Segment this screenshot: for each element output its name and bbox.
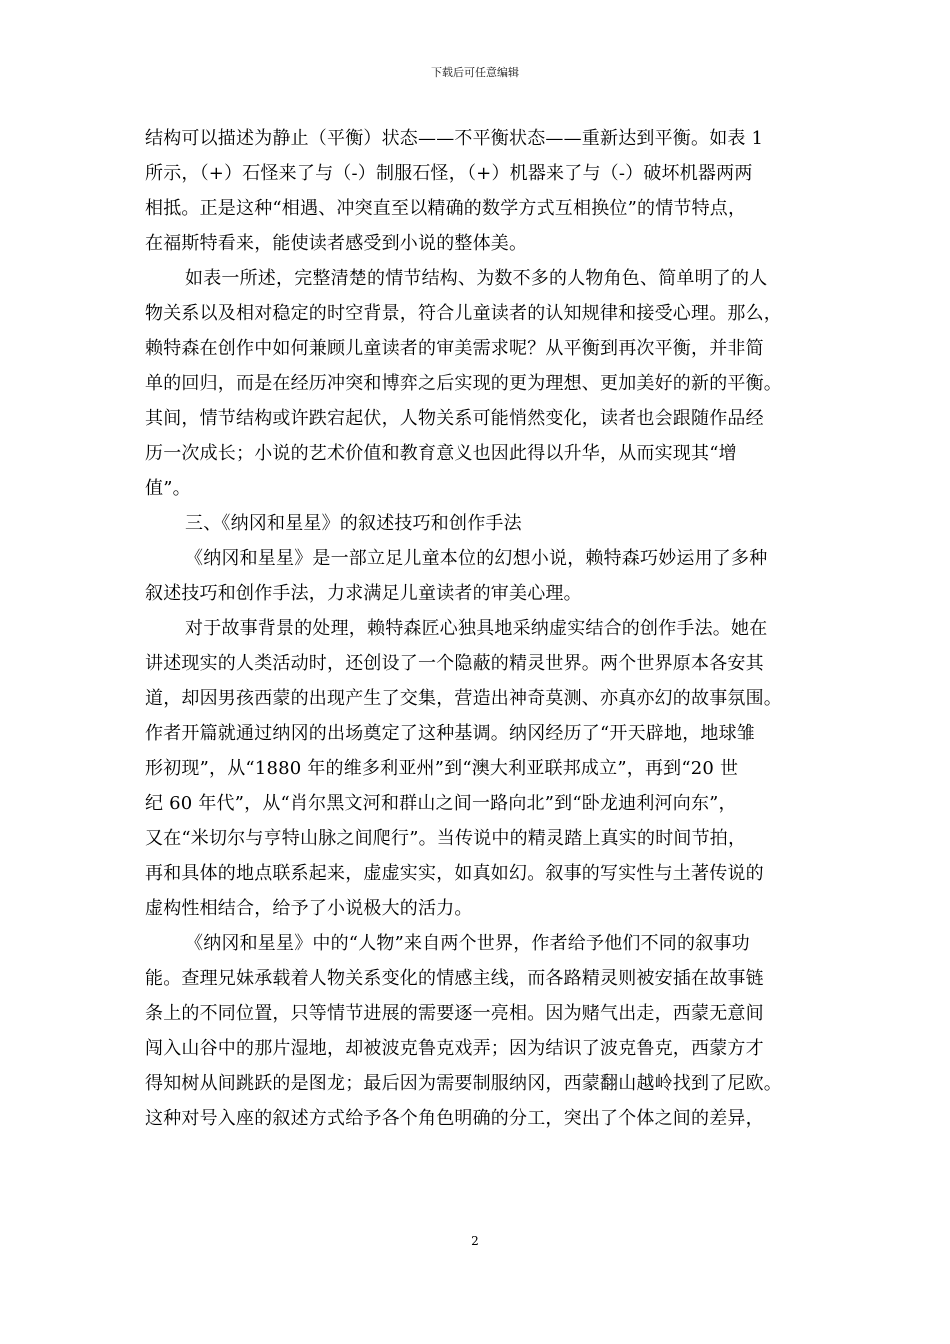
text-line: 又在“米切尔与亨特山脉之间爬行”。当传说中的精灵踏上真实的时间节拍， [145,828,747,849]
paragraph-3 [145,541,810,611]
section-heading-text: 三、《纳冈和星星》的叙述技巧和创作手法 [185,513,522,534]
paragraph-1 [145,121,810,261]
page-number: 2 [471,1234,479,1248]
text-line: 对于故事背景的处理，赖特森匠心独具地采纳虚实结合的创作手法。她在 [185,618,768,639]
text-line: 《纳冈和星星》中的“人物”来自两个世界，作者给予他们不同的叙事功 [185,933,750,954]
paragraph-5 [145,926,810,1136]
text-line: 所示，（+）石怪来了与（-）制服石怪，（+）机器来了与（-）破坏机器两两 [145,163,753,184]
text-line: 结构可以描述为静止（平衡）状态——不平衡状态——重新达到平衡。如表 1 [145,128,764,149]
text-line: 能。查理兄妹承载着人物关系变化的情感主线，而各路精灵则被安插在故事链 [145,968,764,989]
text-line: 在福斯特看来，能使读者感受到小说的整体美。 [145,233,528,254]
text-line: 道，却因男孩西蒙的出现产生了交集，营造出神奇莫测、亦真亦幻的故事氛围。 [145,688,782,709]
text-line: 这种对号入座的叙述方式给予各个角色明确的分工，突出了个体之间的差异， [145,1108,764,1129]
document-body [145,121,810,1136]
page-header: 下载后可任意编辑 [431,66,519,79]
section-heading [145,506,810,541]
text-line: 得知树从间跳跃的是图龙；最后因为需要制服纳冈，西蒙翻山越岭找到了尼欧。 [145,1073,782,1094]
paragraph-2 [145,261,810,506]
text-line: 纪 60 年代”，从“肖尔黑文河和群山之间一路向北”到“卧龙迪利河向东”， [145,793,737,814]
text-line: 叙述技巧和创作手法，力求满足儿童读者的审美心理。 [145,583,582,604]
text-line: 历一次成长；小说的艺术价值和教育意义也因此得以升华，从而实现其“增 [145,443,737,464]
paragraph-4 [145,611,810,926]
text-line: 闯入山谷中的那片湿地，却被波克鲁克戏弄；因为结识了波克鲁克，西蒙方才 [145,1038,764,1059]
text-line: 单的回归，而是在经历冲突和博弈之后实现的更为理想、更加美好的新的平衡。 [145,373,782,394]
text-line: 作者开篇就通过纳冈的出场奠定了这种基调。纳冈经历了“开天辟地，地球雏 [145,723,755,744]
text-line: 《纳冈和星星》是一部立足儿童本位的幻想小说，赖特森巧妙运用了多种 [185,548,768,569]
text-line: 其间，情节结构或许跌宕起伏，人物关系可能悄然变化，读者也会跟随作品经 [145,408,764,429]
text-line: 形初现”，从“1880 年的维多利亚州”到“澳大利亚联邦成立”，再到“20 世 [145,758,739,779]
text-line: 条上的不同位置，只等情节进展的需要逐一亮相。因为赌气出走，西蒙无意间 [145,1003,764,1024]
text-line: 再和具体的地点联系起来，虚虚实实，如真如幻。叙事的写实性与土著传说的 [145,863,764,884]
text-line: 如表一所述，完整清楚的情节结构、为数不多的人物角色、简单明了的人 [185,268,768,289]
text-line: 值”。 [145,478,191,499]
text-line: 虚构性相结合，给予了小说极大的活力。 [145,898,473,919]
text-line: 讲述现实的人类活动时，还创设了一个隐蔽的精灵世界。两个世界原本各安其 [145,653,764,674]
text-line: 物关系以及相对稳定的时空背景，符合儿童读者的认知规律和接受心理。那么， [145,303,782,324]
text-line: 相抵。正是这种“相遇、冲突直至以精确的数学方式互相换位”的情节特点， [145,198,747,219]
text-line: 赖特森在创作中如何兼顾儿童读者的审美需求呢？从平衡到再次平衡，并非简 [145,338,764,359]
